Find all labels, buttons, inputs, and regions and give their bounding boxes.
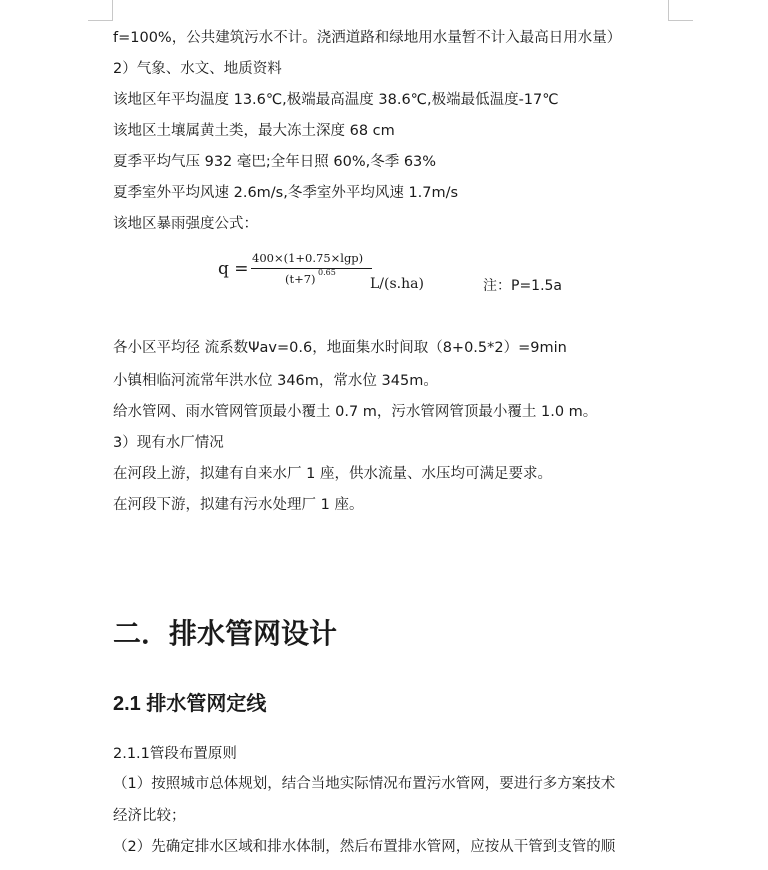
text-line: 2.1.1管段布置原则 [113,746,237,762]
formula-denominator: (t+7) [285,272,316,286]
text-line: （1）按照城市总体规划，结合当地实际情况布置污水管网，要进行多方案技术 [113,776,616,792]
text-line: 夏季室外平均风速 2.6m/s,冬季室外平均风速 1.7m/s [113,185,459,201]
fraction-bar [251,268,372,269]
section-heading: 2.1 排水管网定线 [113,693,267,715]
text-line: 小镇相临河流常年洪水位 346m，常水位 345m。 [113,373,438,389]
text-line: 2）气象、水文、地质资料 [113,61,282,77]
text-line: 在河段下游，拟建有污水处理厂 1 座。 [113,497,364,513]
text-line: （2）先确定排水区域和排水体制，然后布置排水管网，应按从干管到支管的顺 [113,839,616,855]
formula-lhs: q = [218,259,249,279]
text-line: 经济比较； [113,808,186,824]
formula-numerator: 400×(1+0.75×lgp) [252,251,364,265]
text-line: 3）现有水厂情况 [113,435,224,451]
chapter-heading: 二．排水管网设计 [113,617,338,650]
formula-exponent: 0.65 [318,268,336,277]
text-line: 给水管网、雨水管网管顶最小覆土 0.7 m，污水管网管顶最小覆土 1.0 m。 [113,404,598,420]
formula-unit: L/(s.ha) [370,276,424,292]
formula-note: 注：P=1.5a [483,278,563,294]
text-line: 各小区平均径 流系数Ψav=0.6，地面集水时间取（8+0.5*2）=9min [113,340,567,356]
page-corner-mark-left [88,0,113,21]
text-line: 该地区年平均温度 13.6℃,极端最高温度 38.6℃,极端最低温度-17℃ [113,92,559,108]
text-line: f=100%，公共建筑污水不计。浇洒道路和绿地用水量暂不计入最高日用水量） [113,30,622,46]
text-line: 该地区土壤属黄土类，最大冻土深度 68 cm [113,123,395,139]
page-corner-mark-right [668,0,693,21]
text-line: 该地区暴雨强度公式： [113,216,258,232]
text-line: 在河段上游，拟建有自来水厂 1 座，供水流量、水压均可满足要求。 [113,466,552,482]
text-line: 夏季平均气压 932 毫巴;全年日照 60%,冬季 63% [113,154,437,170]
